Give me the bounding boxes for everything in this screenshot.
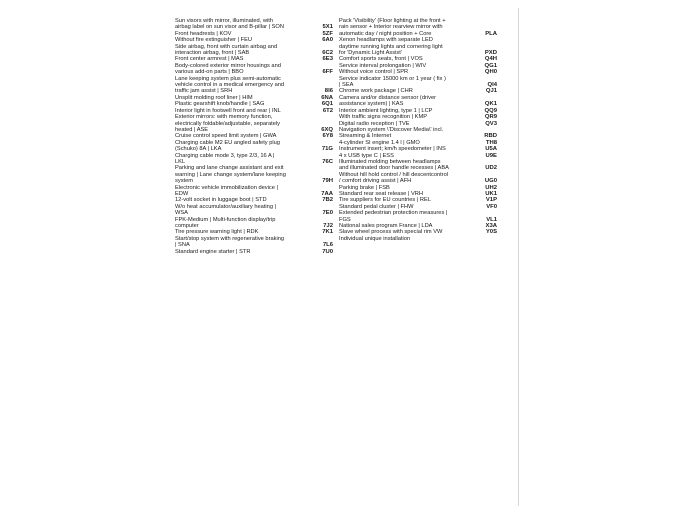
equipment-row [175,165,333,184]
option-code: QV3 [485,120,497,127]
option-code: U5A [485,146,497,153]
equipment-description: Navigation system \'Discover Media\' incl. Streaming & Internet [339,126,444,140]
option-code: TH8 [485,139,497,146]
option-code: QJ1 [485,88,497,95]
option-code: U9E [485,152,497,159]
option-code: QG1 [484,62,497,69]
option-code: 6NA [321,94,333,101]
option-code: VL1 [486,216,497,223]
equipment-row [175,153,333,166]
equipment-description: Charging cable M2 EU angled safety plug (Schuko) 8A | LKA [175,139,280,153]
equipment-row [339,236,497,242]
option-code: PXD [484,50,497,57]
equipment-description: Interior light in footwell front and rear | INL [175,107,281,114]
equipment-description: Tire suppliers for EU countries | REL [339,197,431,204]
equipment-row [175,18,333,31]
equipment-description: Without fire extinguisher | FEU [175,37,253,44]
option-code: UG0 [484,178,497,185]
equipment-description: Service interval prolongation | WIV [339,62,427,69]
equipment-row [339,210,497,223]
equipment-row [339,159,497,172]
option-code: VF0 [486,203,497,210]
equipment-description: Sun visors with mirror, illuminated, with airbag label on sun visor and B-pillar | SON [175,18,284,31]
equipment-description: FPK-Medium | Multi-function display/trip computer [175,216,276,229]
equipment-description: Standard rear seat release | VRH [339,190,423,197]
option-code: 7E0 [322,210,333,217]
option-code: QR9 [484,114,497,121]
equipment-description: Tire pressure warning light | RDK [175,229,259,236]
option-code: V1P [485,197,497,204]
equipment-list-right [339,18,497,242]
option-code: 7L6 [322,242,333,249]
equipment-row [175,217,333,230]
equipment-description: Charging cable mode 3, type 2/3, 16 A | LKL [175,152,275,165]
option-code: 7U0 [322,248,333,255]
equipment-row [339,95,497,108]
option-code: 6C2 [322,50,333,57]
option-code: RBD [484,133,497,140]
option-code: 71G [321,146,333,153]
equipment-description: Parking and lane change assistant and exit warning | Lane change system/lane keeping system [175,165,286,185]
equipment-description: Electronic vehicle immobilization device | EDW [175,184,278,197]
equipment-list-left [175,18,333,255]
option-code: 7B2 [322,197,333,204]
option-code: 6FF [322,69,333,76]
equipment-row [175,185,333,198]
equipment-description: Cruise control speed limit system | GWA [175,133,277,140]
option-code: 8I6 [324,88,333,95]
equipment-description: 4-cylinder SI engine 1.4 l | GMO [339,139,420,146]
option-code: 6E3 [322,56,333,63]
option-code: QH0 [484,69,497,76]
equipment-row [339,172,497,185]
option-code: Q4H [484,56,497,63]
option-code: PLA [485,30,497,37]
equipment-description: 4 x USB type C | ESS [339,152,394,159]
equipment-description: Service indicator 15000 km or 1 year ( fix ) | SEA [339,75,446,89]
equipment-row [175,114,333,133]
option-code: QK1 [484,101,497,108]
option-code: 7AA [321,190,333,197]
equipment-description: Parking brake | FSB [339,184,390,191]
option-code: Y0S [485,229,497,236]
option-code: 6Y8 [322,133,333,140]
equipment-description: Interior ambient lighting, type 1 | LCP [339,107,433,114]
equipment-description: Without hill hold control / hill descentcontrol / comfort driving assist | AFH [339,171,449,185]
equipment-description: Extended pedestrian protection measures | FGS [339,210,448,223]
equipment-row [339,127,497,140]
option-code: 6Q1 [321,101,333,108]
option-code: 7J2 [323,223,333,229]
equipment-description: Digital radio reception | TVE [339,120,410,127]
equipment-description: Camera and/or distance sensor (driver assistance system) | KAS [339,94,437,108]
page-edge [518,8,519,506]
option-code: 7K1 [322,229,333,236]
equipment-description: Chrome work package | CHR [339,88,413,95]
equipment-description: Lane keeping system plus semi-automatic vehicle control in a medical emergency and traffic jam assist | SRH [175,75,285,95]
equipment-description: 12-volt socket in luggage boot | STD [175,197,267,204]
option-code: 76C [322,158,333,165]
equipment-description: Instrument insert; km/h speedometer | INS [339,146,446,153]
equipment-description: National sales program France | LDA [339,223,433,229]
equipment-row [175,204,333,217]
equipment-description: Start/stop system with regenerative braking | SNA [175,235,285,249]
equipment-description: Without voice control | SPR [339,69,409,76]
equipment-description: Comfort sports seats, front | VOS [339,56,423,63]
equipment-description: Xenon headlamps with separate LED daytime running lights and cornering light for 'Dynamic Light Assist' [339,37,443,57]
option-code: UH2 [485,184,497,191]
equipment-description: Standard engine starter | STR [175,248,251,255]
option-code: 6T2 [322,107,333,114]
equipment-description: Standard pedal cluster | FHW [339,203,414,210]
equipment-description: Front center armrest | MAS [175,56,244,63]
equipment-description: Side airbag, front with curtain airbag and interaction airbag, front | SAB [175,43,278,57]
equipment-row [175,140,333,153]
option-code: 5ZF [322,30,333,37]
equipment-description: Slave wheel process with special rim VW [339,229,443,236]
equipment-description: Illuminated molding between headlamps and illuminated door handle recesses | ABA [339,158,449,172]
equipment-row [175,236,333,249]
equipment-row [175,76,333,95]
equipment-row [175,249,333,255]
equipment-description: Front headrests | KOV [175,30,232,37]
equipment-description: Pack 'Visibility' (Floor lighting at the front + rain sensor + Interior rearview mirror with automatic day / night position + Core [339,18,446,37]
equipment-description: Plastic gearshift knob/handle | SAG [175,101,265,108]
option-code: 79H [322,178,333,185]
equipment-description: Individual unique installation [339,235,411,242]
equipment-row [339,37,497,56]
equipment-description: Body-colored exterior mirror housings and various add-on parts | BBO [175,62,281,76]
option-code: 6A0 [322,37,333,44]
equipment-row [175,44,333,57]
option-code: X3A [485,223,497,229]
option-code: UD2 [485,165,497,172]
option-code: QI4 [487,82,497,89]
option-code: 5X1 [322,24,333,31]
equipment-row [339,18,497,37]
equipment-description: Unsplit molding roof liner | HIM [175,94,253,101]
equipment-description: With traffic signs recognition | KMP [339,114,427,121]
option-code: UK1 [485,190,497,197]
equipment-row [175,63,333,76]
option-code: 6XQ [321,126,333,133]
equipment-description: Exterior mirrors: with memory function, electrically foldable/adjustable, separately heated | ASE [175,114,280,133]
option-code: QQ9 [484,107,497,114]
equipment-description: W/o heat accumulator/auxiliary heating | WSA [175,203,277,217]
equipment-row [339,76,497,89]
